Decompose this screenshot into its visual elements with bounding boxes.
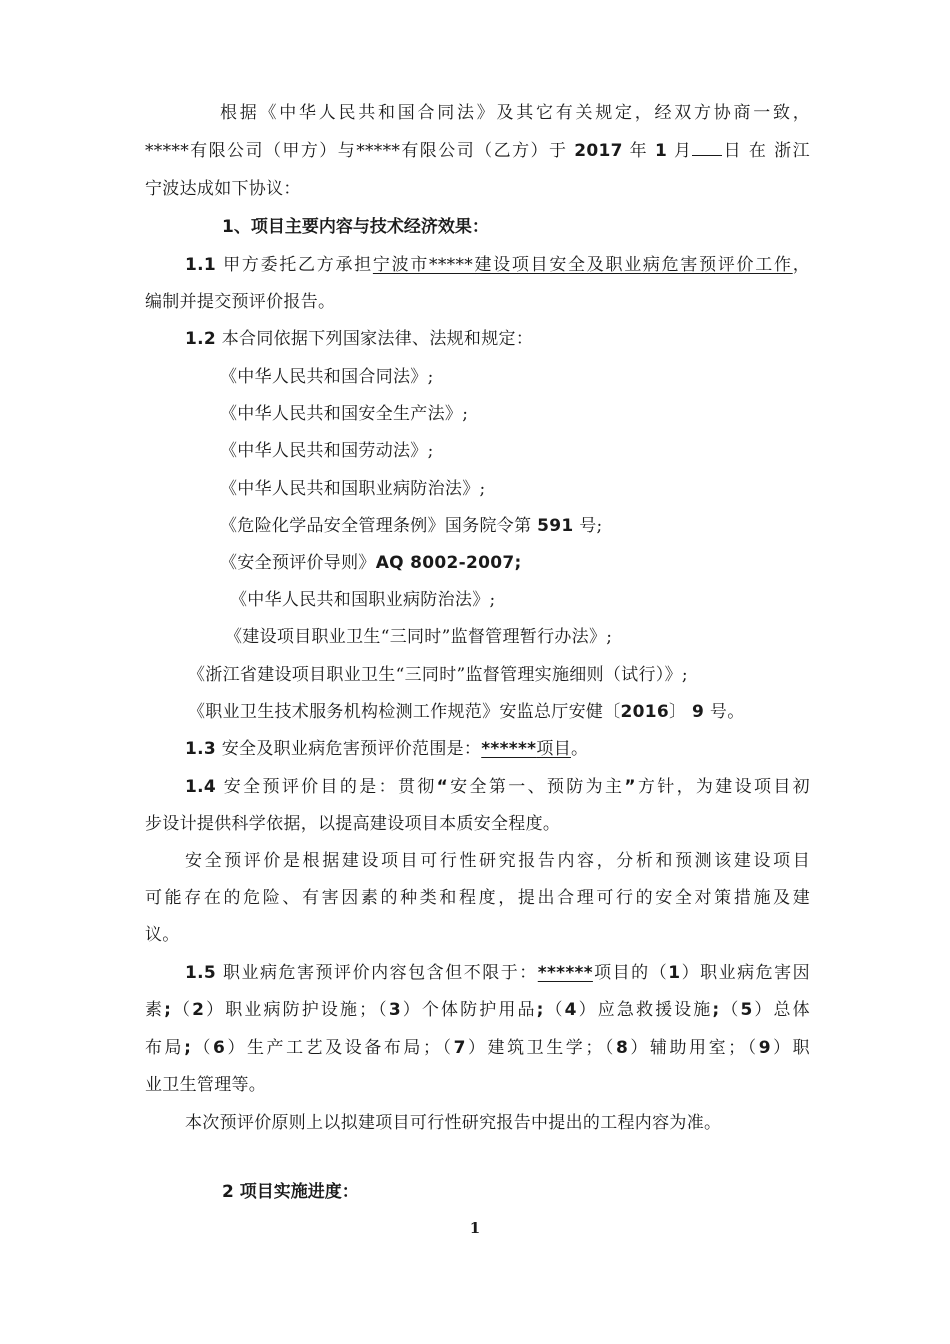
intro-line-1	[220, 101, 810, 125]
item-1-1-line-2	[145, 290, 810, 314]
item-1-5-num: 7	[453, 1038, 466, 1058]
item-1-2-line	[185, 327, 810, 351]
item-1-5-sep: ;	[712, 1000, 720, 1020]
item-1-5-sep: ;	[164, 1000, 172, 1020]
item-1-4-p2-line-1	[185, 849, 810, 873]
law-item	[230, 588, 810, 612]
item-1-5-line-4	[145, 1073, 810, 1097]
intro-text-3: 宁波达成如下协议：	[145, 179, 301, 199]
day-blank	[692, 139, 722, 156]
law-item	[220, 477, 810, 501]
intro-day-place: 日 在 浙江	[722, 141, 810, 161]
item-1-4-number: 1.4	[185, 777, 217, 797]
item-1-5-sep: ;	[184, 1038, 192, 1058]
item-1-4-p2-text-1: 安全预评价是根据建设项目可行性研究报告内容，分析和预测该建设项目	[185, 851, 810, 871]
item-1-1-text-2: 编制并提交预评价报告。	[145, 292, 336, 312]
item-1-5-num: 6	[213, 1038, 226, 1058]
law-item	[220, 365, 810, 389]
law-text: 《中华人民共和国劳动法》;	[220, 441, 434, 461]
law-number: 9	[692, 702, 705, 722]
item-1-5-text: ）个体防护用品	[400, 1000, 537, 1020]
item-1-4-text-a: 安全预评价目的是：贯彻	[223, 777, 437, 797]
intro-month: 1	[654, 141, 668, 161]
item-1-5-p2-line	[185, 1111, 810, 1135]
item-1-5-num: 8	[615, 1038, 629, 1058]
item-1-5-num: 2	[192, 1000, 205, 1020]
item-1-5-num: 9	[758, 1038, 771, 1058]
law-item	[220, 514, 810, 538]
item-1-5-text: ）职	[770, 1038, 810, 1058]
item-1-1-project: 宁波市*****建设项目安全及职业病危害预评价工作	[372, 255, 793, 275]
item-1-5-text: ）职业病危害因	[680, 963, 810, 983]
law-item	[188, 700, 810, 724]
item-1-5-text: ）总体	[752, 1000, 810, 1020]
item-1-2-text: 本合同依据下列国家法律、法规和规定：	[221, 329, 534, 349]
item-1-3-stars: ******	[481, 739, 537, 759]
intro-text-1: 根据《中华人民共和国合同法》及其它有关规定，经双方协商一致，	[220, 103, 810, 123]
item-1-5-text: ）应急救援设施	[576, 1000, 713, 1020]
item-1-4-text-b: 安全第一、预防为主	[448, 777, 625, 797]
item-1-3-number: 1.3	[185, 739, 217, 759]
item-1-4-line-1	[185, 775, 810, 799]
item-1-5-num: 3	[388, 1000, 401, 1020]
item-1-5-text: 项目的（	[592, 963, 669, 983]
item-1-5-num: 4	[564, 1000, 577, 1020]
law-item	[220, 551, 810, 575]
section-1-heading: 1、项目主要内容与技术经济效果：	[222, 217, 489, 237]
item-1-1-pre: 甲方委托乙方承担	[223, 255, 373, 275]
item-1-3-post: 。	[571, 739, 589, 759]
item-1-4-p2-text-2: 可能存在的危险、有害因素的种类和程度，提出合理可行的安全对策措施及建	[145, 888, 810, 908]
item-1-1-line-1	[185, 253, 810, 277]
law-year: 2016	[620, 702, 670, 722]
law-text: 《浙江省建设项目职业卫生“三同时”监督管理实施细则（试行）》;	[188, 665, 688, 685]
item-1-5-text: ）职业病防护设施；（	[204, 1000, 389, 1020]
item-1-5-sep: ;	[536, 1000, 544, 1020]
item-1-4-quote-close: ”	[624, 777, 636, 797]
law-number: 591	[537, 516, 574, 536]
item-1-5-text-4: 业卫生管理等。	[145, 1075, 267, 1095]
item-1-1-number: 1.1	[185, 255, 217, 275]
item-1-5-num: 5	[740, 1000, 753, 1020]
law-item	[225, 625, 810, 649]
law-text: 《建设项目职业卫生“三同时”监督管理暂行办法》;	[225, 627, 613, 647]
intro-line-2	[145, 139, 810, 163]
law-item	[220, 439, 810, 463]
item-1-4-text-2: 步设计提供科学依据，以提高建设项目本质安全程度。	[145, 814, 561, 834]
intro-parties: *****有限公司（甲方）与*****有限公司（乙方）于	[145, 141, 568, 161]
section-2-heading: 2 项目实施进度：	[222, 1182, 359, 1202]
law-text: 《中华人民共和国合同法》;	[220, 367, 434, 387]
item-1-2-number: 1.2	[185, 329, 217, 349]
item-1-5-num: 1	[668, 963, 681, 983]
item-1-3-project: 项目	[536, 739, 571, 759]
item-1-5-number: 1.5	[185, 963, 217, 983]
item-1-5-text: 布局	[145, 1038, 185, 1058]
item-1-4-p2-line-3	[145, 923, 810, 947]
law-item	[220, 402, 810, 426]
law-text: 《安全预评价导则》	[220, 553, 376, 573]
item-1-5-p2-text: 本次预评价原则上以拟建项目可行性研究报告中提出的工程内容为准。	[185, 1113, 722, 1133]
item-1-4-quote-open: “	[436, 777, 449, 797]
item-1-5-line-1	[185, 961, 810, 985]
law-item	[188, 663, 810, 687]
law-bracket: 〕	[669, 702, 687, 722]
item-1-5-text: （	[719, 1000, 741, 1020]
item-1-5-text: （	[171, 1000, 193, 1020]
item-1-4-text-c: 方针，为建设项目初	[635, 777, 810, 797]
item-1-5-text: （	[543, 1000, 565, 1020]
intro-year: 2017	[574, 141, 623, 161]
item-1-5-text: ）生产工艺及设备布局；（	[225, 1038, 454, 1058]
item-1-5-text: ）建筑卫生学；（	[465, 1038, 616, 1058]
law-text: 《职业卫生技术服务机构检测工作规范》安监总厅安健〔	[188, 702, 621, 722]
intro-line-3	[145, 177, 810, 201]
item-1-5-text: 职业病危害预评价内容包含但不限于：	[222, 963, 538, 983]
item-1-4-p2-line-2	[145, 886, 810, 910]
page-number: 1	[469, 1219, 481, 1237]
law-code: AQ 8002-2007;	[375, 553, 522, 573]
item-1-5-text: 素	[145, 1000, 165, 1020]
law-text: 《中华人民共和国职业病防治法》;	[220, 479, 486, 499]
item-1-4-line-2	[145, 812, 810, 836]
law-text-suffix: 号。	[709, 702, 745, 722]
law-text-suffix: 号;	[579, 516, 603, 536]
item-1-3-pre: 安全及职业病危害预评价范围是：	[221, 739, 482, 759]
item-1-5-text: ）辅助用室；（	[628, 1038, 759, 1058]
item-1-5-stars: ******	[537, 963, 593, 983]
law-text: 《危险化学品安全管理条例》国务院令第	[220, 516, 532, 536]
law-text: 《中华人民共和国安全生产法》;	[220, 404, 469, 424]
intro-month-unit: 月	[673, 141, 693, 161]
item-1-5-line-3	[145, 1036, 810, 1060]
item-1-5-text: （	[191, 1038, 214, 1058]
intro-year-unit: 年	[629, 141, 649, 161]
item-1-1-post: ，	[792, 255, 810, 275]
item-1-4-p2-text-3: 议。	[145, 925, 180, 945]
item-1-5-line-2	[145, 998, 810, 1022]
item-1-3-line	[185, 737, 810, 761]
law-text: 《中华人民共和国职业病防治法》;	[230, 590, 496, 610]
